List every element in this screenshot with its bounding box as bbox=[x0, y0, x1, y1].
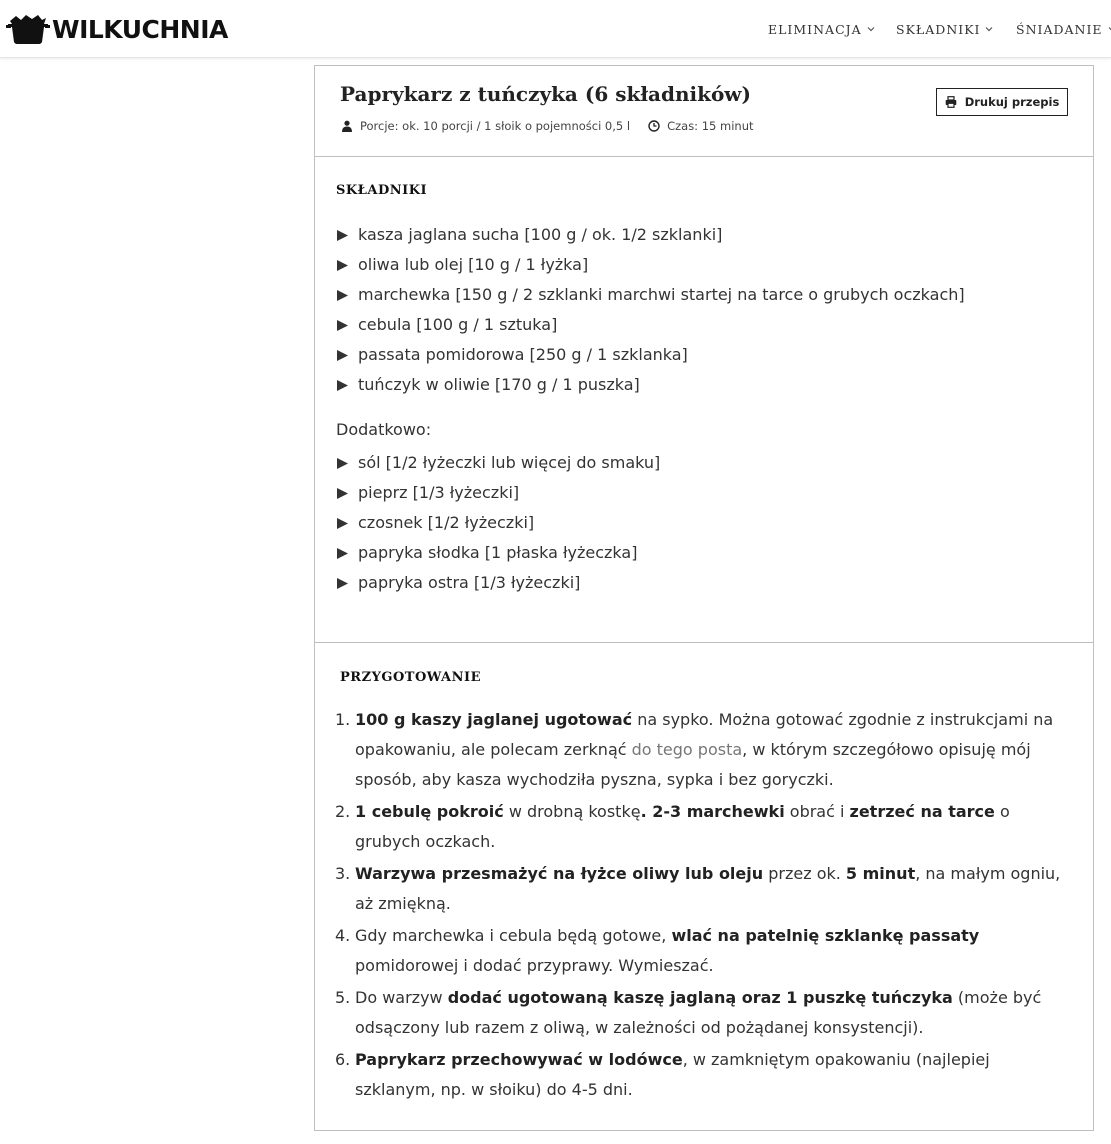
blog-post-link[interactable]: do tego posta bbox=[631, 740, 743, 759]
step-number: 1. bbox=[335, 710, 351, 729]
step-emphasis: zetrzeć na tarce bbox=[849, 802, 995, 821]
time-text: Czas: 15 minut bbox=[667, 119, 754, 133]
step-text: , w którym szczegółowo opisuję mój sposób, aby kasza wychodziła pyszna, sypka i bez goryczki. bbox=[355, 740, 1031, 789]
step-text: Do warzyw bbox=[355, 988, 448, 1007]
ingredient-text: czosnek [1/2 łyżeczki] bbox=[358, 513, 535, 532]
step-emphasis: 100 g kaszy jaglanej ugotować bbox=[355, 710, 633, 729]
cooking-pot-icon bbox=[6, 12, 50, 46]
step-number: 4. bbox=[335, 926, 351, 945]
triangle-right-icon bbox=[336, 517, 349, 530]
preparation-step bbox=[335, 1045, 1070, 1105]
step-number: 3. bbox=[335, 864, 351, 883]
printer-icon bbox=[945, 96, 957, 108]
preparation-step bbox=[335, 921, 1070, 981]
chevron-down-icon bbox=[1108, 26, 1111, 32]
ingredient-text: sól [1/2 łyżeczki lub więcej do smaku] bbox=[358, 453, 661, 472]
logo-text: WILKUCHNIA bbox=[52, 14, 228, 44]
step-emphasis: Warzywa przesmażyć na łyżce oliwy lub oleju bbox=[355, 864, 764, 883]
ingredient-text: cebula [100 g / 1 sztuka] bbox=[358, 315, 558, 334]
triangle-right-icon bbox=[336, 577, 349, 590]
preparation-step bbox=[335, 859, 1070, 919]
step-number: 6. bbox=[335, 1050, 351, 1069]
nav-item-sniadanie[interactable] bbox=[1016, 22, 1111, 37]
step-text: , na małym ogniu, aż zmiękną. bbox=[355, 864, 1061, 913]
nav-item-eliminacja[interactable] bbox=[768, 22, 875, 37]
ingredient-item bbox=[336, 250, 965, 280]
step-number: 5. bbox=[335, 988, 351, 1007]
print-button-label: Drukuj przepis bbox=[964, 95, 1060, 109]
triangle-right-icon bbox=[336, 319, 349, 332]
step-text: w drobną kostkę bbox=[503, 802, 641, 821]
ingredient-text: marchewka [150 g / 2 szklanki marchwi startej na tarce o grubych oczkach] bbox=[358, 285, 965, 304]
step-text: (może być odsączony lub razem z oliwą, w zależności od pożądanej konsystencji). bbox=[355, 988, 1042, 1037]
step-text: , w zamkniętym opakowaniu (najlepiej szklanym, np. w słoiku) do 4-5 dni. bbox=[355, 1050, 990, 1099]
step-emphasis: 5 minut bbox=[845, 864, 916, 883]
ingredient-text: pieprz [1/3 łyżeczki] bbox=[358, 483, 520, 502]
chevron-down-icon bbox=[985, 26, 993, 32]
triangle-right-icon bbox=[336, 349, 349, 362]
servings-text: Porcje: ok. 10 porcji / 1 słoik o pojemności 0,5 l bbox=[360, 119, 631, 133]
ingredient-item bbox=[336, 568, 660, 598]
step-emphasis: dodać ugotowaną kaszę jaglaną oraz 1 puszkę tuńczyka bbox=[447, 988, 953, 1007]
step-emphasis: 1 cebulę pokroić bbox=[355, 802, 504, 821]
recipe-card bbox=[314, 65, 1094, 1131]
step-number: 2. bbox=[335, 802, 351, 821]
step-text: o grubych oczkach. bbox=[355, 802, 1010, 851]
triangle-right-icon bbox=[336, 457, 349, 470]
site-logo[interactable] bbox=[6, 12, 228, 46]
ingredient-text: papryka słodka [1 płaska łyżeczka] bbox=[358, 543, 638, 562]
ingredient-item bbox=[336, 538, 660, 568]
ingredient-item bbox=[336, 370, 965, 400]
ingredient-item bbox=[336, 220, 965, 250]
nav-item-label: ELIMINACJA bbox=[768, 21, 862, 37]
extra-ingredients-list bbox=[336, 448, 660, 598]
chevron-down-icon bbox=[867, 26, 875, 32]
ingredient-item bbox=[336, 508, 660, 538]
step-text: na sypko. Można gotować zgodnie z instrukcjami na opakowaniu, ale polecam zerknąć bbox=[355, 710, 1054, 759]
site-header bbox=[0, 0, 1111, 58]
ingredient-text: kasza jaglana sucha [100 g / ok. 1/2 szklanki] bbox=[358, 225, 723, 244]
triangle-right-icon bbox=[336, 547, 349, 560]
print-recipe-button[interactable] bbox=[936, 88, 1068, 116]
triangle-right-icon bbox=[336, 379, 349, 392]
nav-item-skladniki[interactable] bbox=[896, 22, 993, 37]
recipe-header bbox=[315, 66, 1093, 157]
nav-item-label: ŚNIADANIE bbox=[1016, 21, 1103, 37]
step-emphasis: . 2-3 marchewki bbox=[640, 802, 785, 821]
ingredients-section bbox=[315, 158, 1093, 643]
preparation-steps bbox=[335, 705, 1070, 1107]
ingredient-item bbox=[336, 448, 660, 478]
recipe-meta bbox=[341, 119, 754, 133]
ingredients-heading: SKŁADNIKI bbox=[336, 183, 428, 198]
triangle-right-icon bbox=[336, 289, 349, 302]
ingredient-item bbox=[336, 478, 660, 508]
ingredient-text: tuńczyk w oliwie [170 g / 1 puszka] bbox=[358, 375, 640, 394]
preparation-heading: PRZYGOTOWANIE bbox=[340, 670, 482, 685]
preparation-step bbox=[335, 797, 1070, 857]
triangle-right-icon bbox=[336, 229, 349, 242]
nav-item-label: SKŁADNIKI bbox=[896, 21, 981, 37]
clock-icon bbox=[648, 120, 660, 132]
ingredients-list bbox=[336, 220, 965, 400]
step-emphasis: wlać na patelnię szklankę passaty bbox=[671, 926, 980, 945]
extra-ingredients-heading: Dodatkowo: bbox=[336, 420, 432, 439]
preparation-step bbox=[335, 705, 1070, 795]
step-text: pomidorowej i dodać przyprawy. Wymieszać. bbox=[355, 956, 714, 975]
preparation-step bbox=[335, 983, 1070, 1043]
step-text: przez ok. bbox=[763, 864, 846, 883]
preparation-section bbox=[315, 644, 1093, 1130]
recipe-title: Paprykarz z tuńczyka (6 składników) bbox=[340, 82, 751, 106]
ingredient-text: papryka ostra [1/3 łyżeczki] bbox=[358, 573, 581, 592]
user-icon bbox=[341, 120, 353, 132]
triangle-right-icon bbox=[336, 487, 349, 500]
step-emphasis: Paprykarz przechowywać w lodówce bbox=[355, 1050, 683, 1069]
ingredient-item bbox=[336, 340, 965, 370]
ingredient-text: oliwa lub olej [10 g / 1 łyżka] bbox=[358, 255, 589, 274]
ingredient-item bbox=[336, 310, 965, 340]
ingredient-item bbox=[336, 280, 965, 310]
step-text: obrać i bbox=[784, 802, 850, 821]
ingredient-text: passata pomidorowa [250 g / 1 szklanka] bbox=[358, 345, 688, 364]
step-text: Gdy marchewka i cebula będą gotowe, bbox=[355, 926, 672, 945]
triangle-right-icon bbox=[336, 259, 349, 272]
